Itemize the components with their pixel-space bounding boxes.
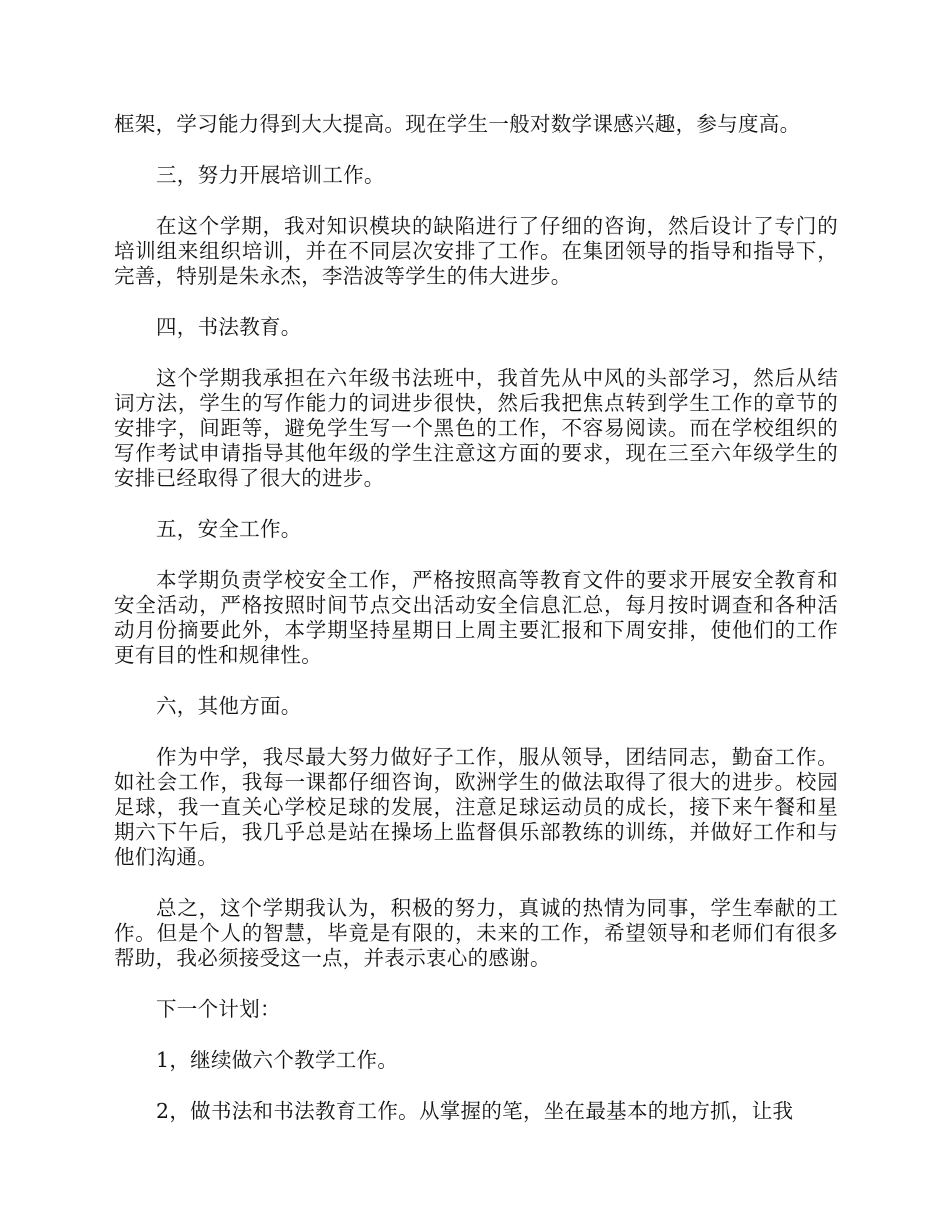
section-heading-calligraphy: 四，书法教育。: [156, 315, 302, 339]
section-heading-other: 六，其他方面。: [156, 694, 302, 718]
section-heading-training: 三，努力开展培训工作。: [156, 163, 385, 187]
section-heading-safety: 五，安全工作。: [156, 517, 302, 541]
section-heading-next-plan: 下一个计划：: [156, 997, 281, 1021]
list-item-plan-2: 2，做书法和书法教育工作。从掌握的笔，坐在最基本的地方抓，让我: [156, 1099, 794, 1123]
paragraph-continuation: 框架，学习能力得到大大提高。现在学生一般对数学课感兴趣，参与度高。: [114, 112, 801, 136]
paragraph-training: 在这个学期，我对知识模块的缺陷进行了仔细的咨询，然后设计了专门的培训组来组织培训，并在不同层次安排了工作。在集团领导的指导和指导下，完善，特别是朱永杰，李浩波等学生的伟大进步。: [114, 214, 838, 288]
paragraph-safety: 本学期负责学校安全工作，严格按照高等教育文件的要求开展安全教育和安全活动，严格按照时间节点交出活动安全信息汇总，每月按时调查和各种活动月份摘要此外，本学期坚持星期日上周主要汇报和下周安排，使他们的工作更有目的性和规律性。: [114, 568, 838, 667]
list-item-plan-1: 1，继续做六个教学工作。: [156, 1048, 399, 1072]
paragraph-calligraphy: 这个学期我承担在六年级书法班中，我首先从中风的头部学习，然后从结词方法，学生的写作能力的词进步很快，然后我把焦点转到学生工作的章节的安排字，间距等，避免学生写一个黑色的工作，不容易阅读。而在学校组织的写作考试申请指导其他年级的学生注意这方面的要求，现在三至六年级学生的安排已经取得了很大的进步。: [114, 366, 838, 490]
paragraph-summary: 总之，这个学期我认为，积极的努力，真诚的热情为同事，学生奉献的工作。但是个人的智慧，毕竟是有限的，未来的工作，希望领导和老师们有很多帮助，我必须接受这一点，并表示衷心的感谢。: [114, 896, 838, 970]
paragraph-other: 作为中学，我尽最大努力做好子工作，服从领导，团结同志，勤奋工作。如社会工作，我每一课都仔细咨询，欧洲学生的做法取得了很大的进步。校园足球，我一直关心学校足球的发展，注意足球运动员的成长，接下来午餐和星期六下午后，我几乎总是站在操场上监督俱乐部教练的训练，并做好工作和与他们沟通。: [114, 745, 838, 869]
